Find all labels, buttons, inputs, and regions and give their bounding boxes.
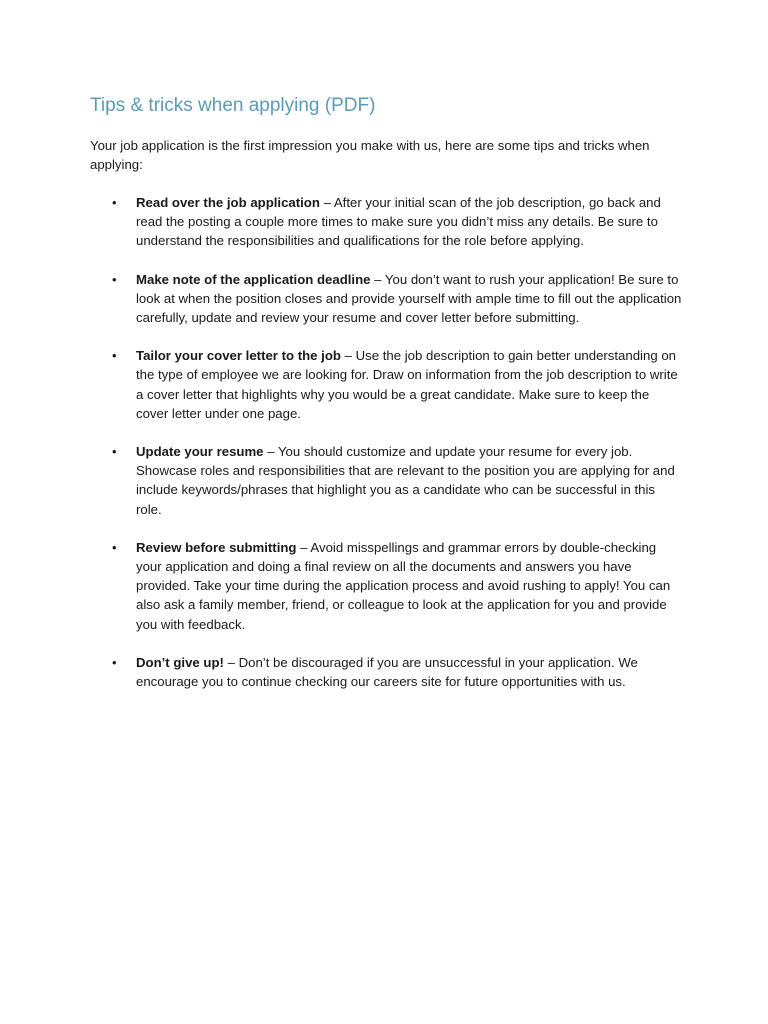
tip-text: Avoid misspellings and grammar errors by double-checking your application and doing a final review on all the documents and answers you have provided. Take your time during the application process and avoid rushing to apply! You can also ask a family member, friend, or colleague to look at the application for you and provide you with feedback.	[136, 539, 671, 632]
tip-text: You should customize and update your resume for every job. Showcase roles and responsibilities that are relevant to the position you are applying for and include keywords/phrases that highlight you as a candidate who can be successful in this role.	[136, 444, 675, 517]
list-item	[90, 346, 690, 423]
bullet-icon: •	[112, 539, 117, 555]
tip-text: You don’t want to rush your application! Be sure to look at when the position closes and provide yourself with ample time to fill out the application carefully, update and review your resume and cover letter before submitting.	[136, 271, 682, 326]
tip-heading: Make note of the application deadline	[136, 271, 371, 287]
tip-heading: Don’t give up!	[136, 654, 224, 670]
tip-body	[136, 346, 684, 423]
tip-body	[136, 653, 684, 691]
tip-separator: –	[319, 195, 334, 210]
list-item	[90, 653, 690, 691]
bullet-icon: •	[112, 654, 117, 670]
tip-heading: Update your resume	[136, 444, 264, 460]
list-item	[90, 193, 690, 251]
tip-text: Don’t be discouraged if you are unsuccessful in your application. We encourage you to continue checking our careers site for future opportunities with us.	[136, 654, 638, 690]
list-item	[90, 270, 690, 328]
tip-separator: –	[296, 539, 311, 555]
tip-text: After your initial scan of the job description, go back and read the posting a couple more times to make sure you didn’t miss any details. Be sure to understand the responsibilities and qualifications for the role before applying.	[136, 195, 661, 249]
tip-body	[136, 270, 684, 328]
bullet-icon: •	[112, 444, 117, 460]
list-item	[90, 538, 690, 634]
tip-heading: Review before submitting	[136, 539, 297, 555]
tip-separator: –	[340, 348, 356, 364]
tip-heading: Tailor your cover letter to the job	[136, 348, 341, 364]
tip-separator: –	[263, 444, 278, 460]
intro-paragraph: Your job application is the first impression you make with us, here are some tips and tricks when applying:	[90, 138, 650, 172]
tip-text: Use the job description to gain better understanding on the type of employee we are looking for. Draw on information from the job description to write a cover letter that highlights why you would be a great candidate. Make sure to keep the cover letter under one page.	[136, 348, 678, 421]
list-item	[90, 442, 690, 519]
tip-heading: Read over the job application	[136, 195, 320, 210]
tip-separator: –	[370, 271, 385, 287]
tip-body	[136, 538, 684, 634]
document-title: Tips & tricks when applying (PDF)	[90, 95, 376, 116]
bullet-icon: •	[112, 348, 117, 364]
bullet-icon: •	[112, 271, 117, 287]
tips-list	[90, 193, 690, 710]
tip-separator: –	[223, 654, 239, 670]
tip-body	[136, 442, 684, 519]
tip-body	[136, 193, 684, 251]
bullet-icon: •	[112, 195, 117, 210]
